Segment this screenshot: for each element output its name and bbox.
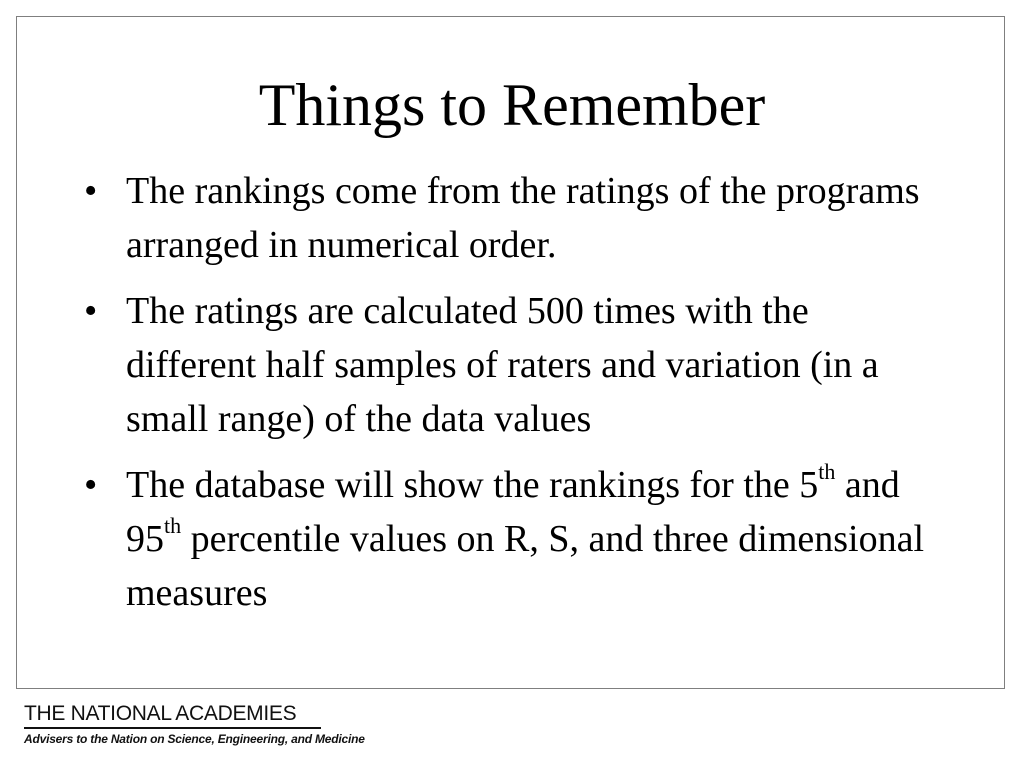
slide-title: Things to Remember [258, 72, 766, 138]
bullet-text-part: The database will show the rankings for the 5 [126, 464, 819, 506]
bullet-text-part: percentile values on R, S, and three dimensional measures [126, 518, 925, 614]
ordinal-superscript: th [818, 459, 836, 485]
bullet-item [84, 458, 944, 620]
bullet-text [126, 459, 925, 614]
bullet-text: The rankings come from the ratings of the programs arranged in numerical order. [126, 170, 920, 266]
logo-divider [24, 727, 321, 729]
bullet-text: The ratings are calculated 500 times with the different half samples of raters and variation (in a small range) of the data values [126, 290, 879, 440]
bullet-dot-icon: • [84, 170, 98, 212]
organization-name: THE NATIONAL ACADEMIES [24, 702, 297, 725]
bullet-dot-icon: • [84, 290, 98, 332]
bullet-item [84, 164, 944, 272]
ordinal-superscript: th [164, 513, 182, 539]
bullet-text-part: and 95 [126, 464, 900, 560]
footer-logo [24, 702, 365, 746]
bullet-list [84, 164, 944, 632]
bullet-dot-icon: • [84, 464, 98, 506]
bullet-item [84, 284, 944, 446]
organization-tagline: Advisers to the Nation on Science, Engineering, and Medicine [24, 732, 365, 746]
